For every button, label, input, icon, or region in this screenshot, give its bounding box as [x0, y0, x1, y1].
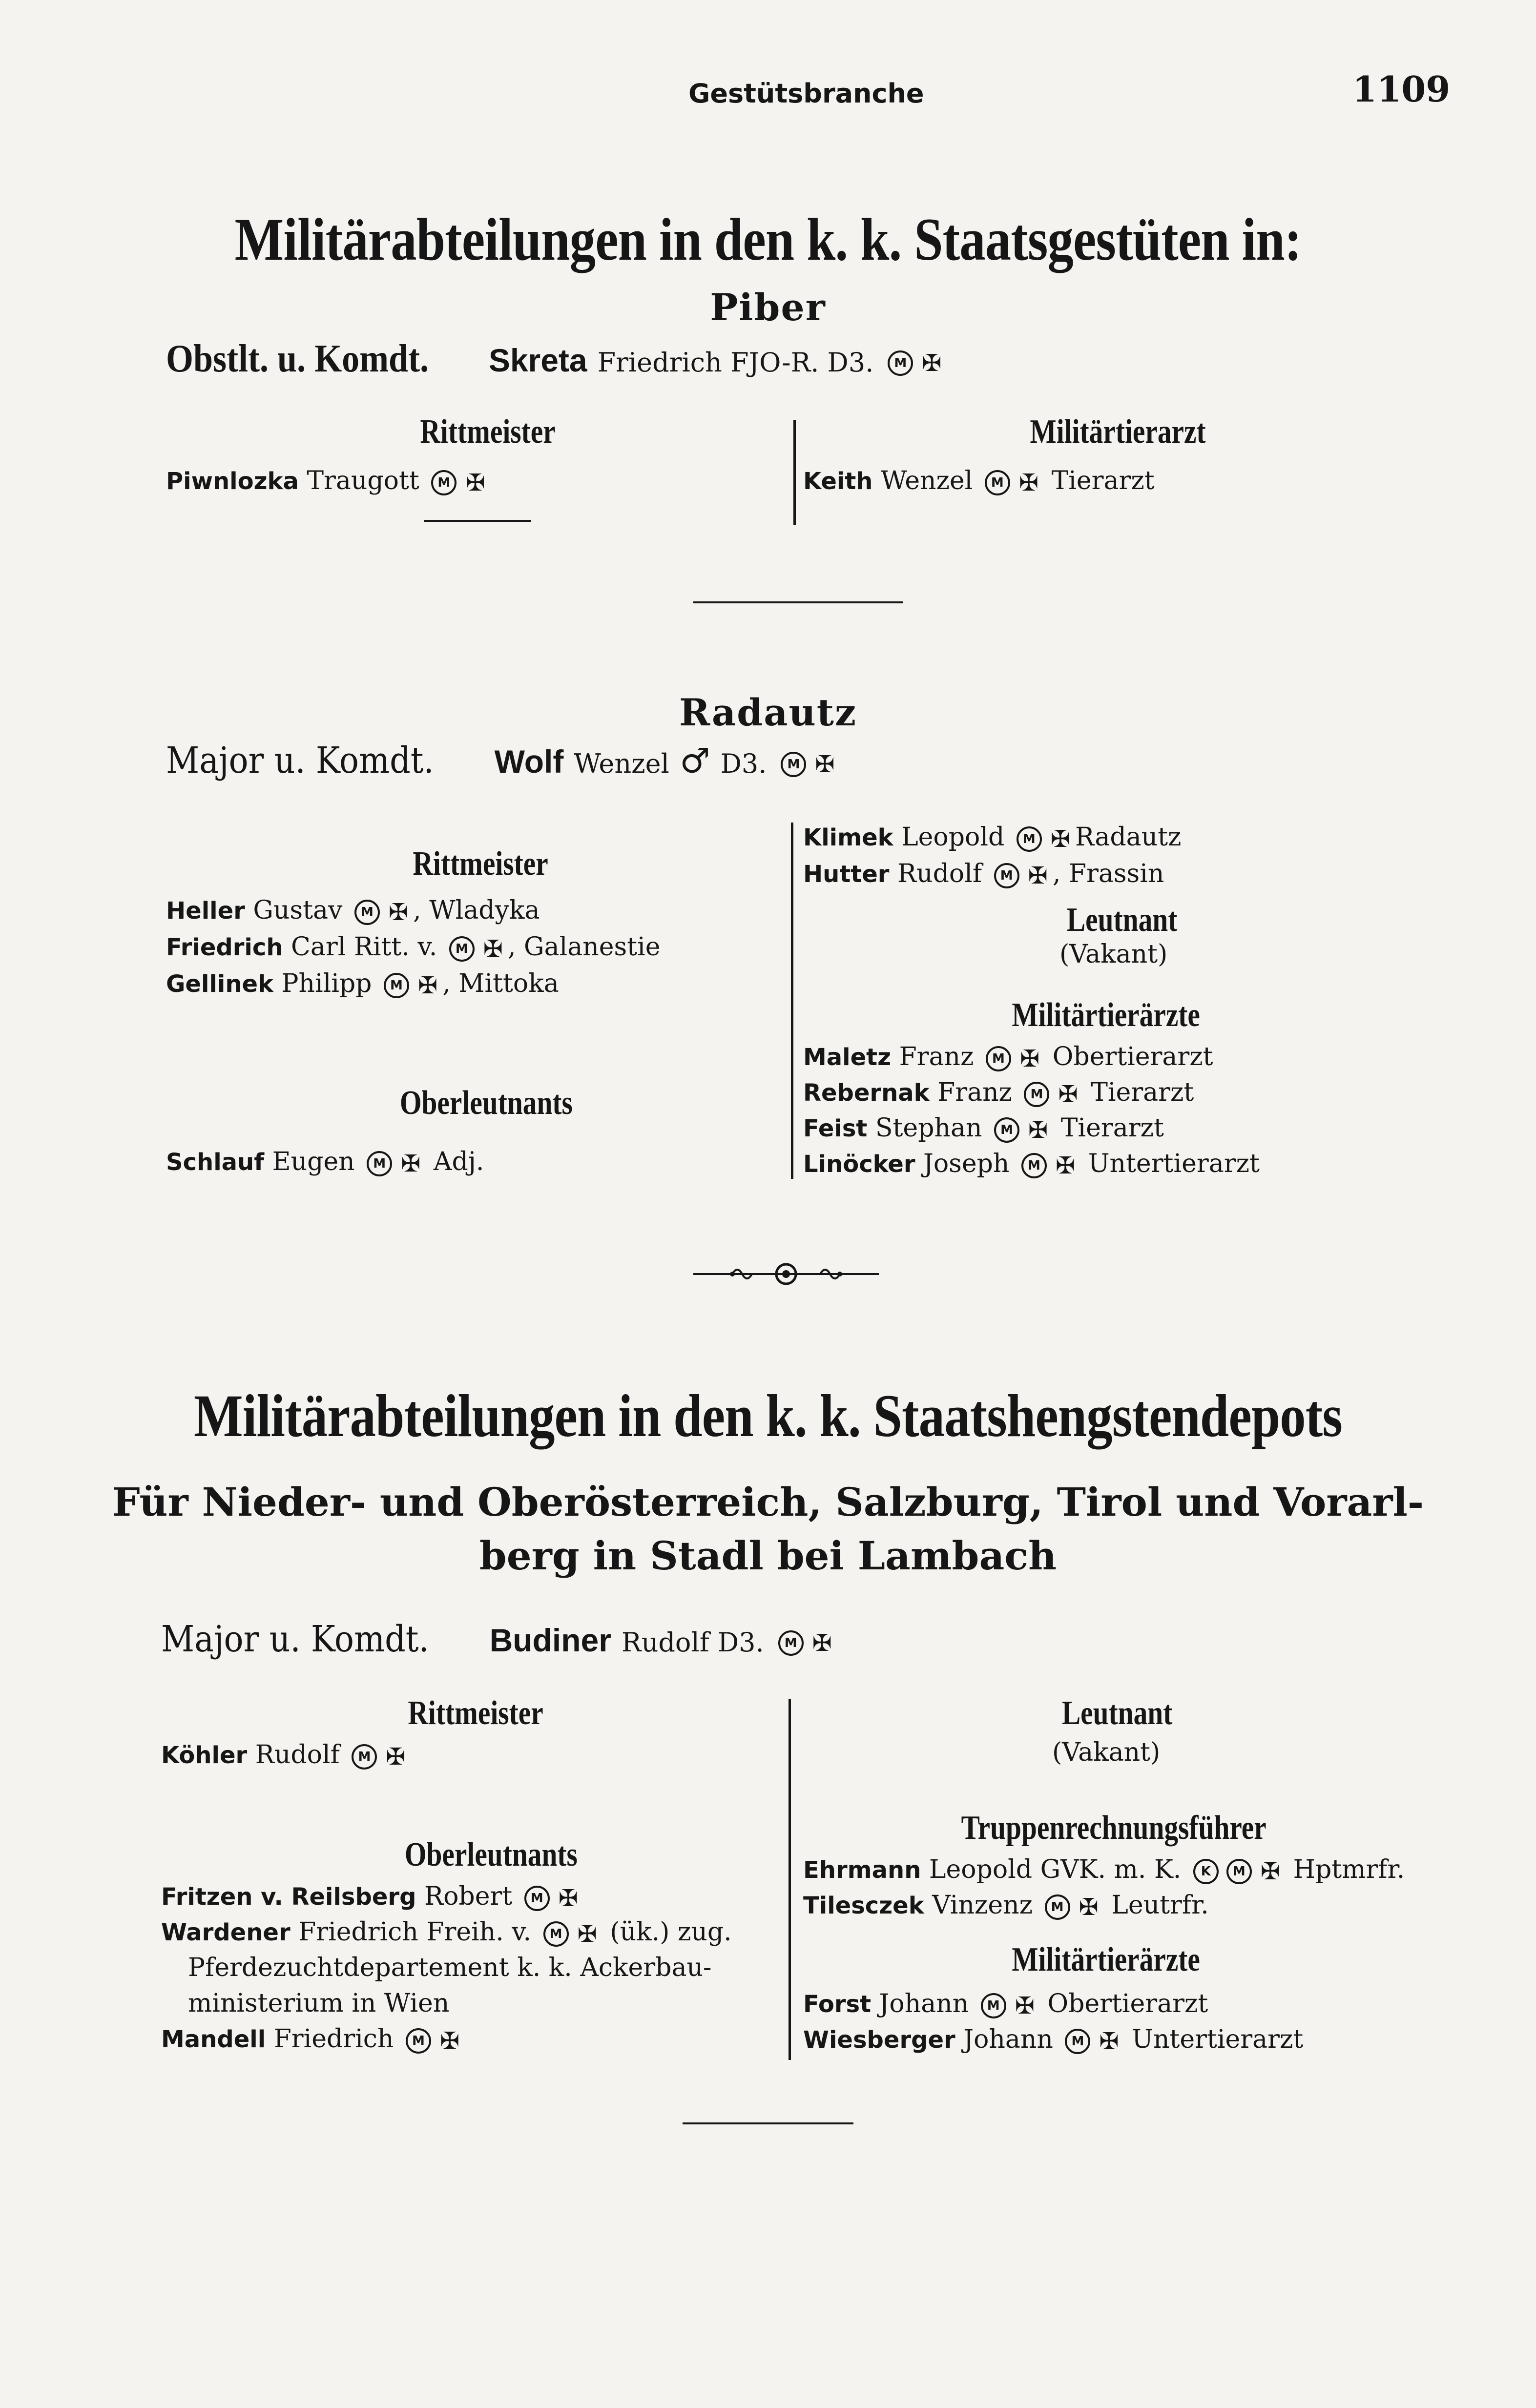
entry-surname: Klimek: [803, 824, 893, 851]
entry-suffix: Tierarzt: [1051, 466, 1155, 495]
entry-given: Robert: [424, 1882, 513, 1911]
radautz-vet-entry-4: [803, 1149, 1260, 1179]
cross-icon: ✠: [386, 1743, 406, 1770]
m-badge-icon: M: [431, 470, 457, 495]
section-rule: [693, 601, 903, 603]
entry-given: Friedrich: [273, 2024, 394, 2054]
m-badge-icon: M: [384, 973, 409, 998]
stadl-commander-rank: Major u. Komdt.: [161, 1618, 429, 1660]
entry-surname: Wardener: [161, 1919, 291, 1946]
section2-heading: Militärabteilungen in den k. k. Staatshengstendepots: [193, 1382, 1343, 1449]
cross-icon: ✠: [815, 751, 835, 778]
stadl-oberleutnant-title: Oberleutnants: [404, 1836, 578, 1873]
m-badge-icon: M: [449, 936, 475, 962]
radautz-right-entry-2: [803, 859, 1164, 889]
column-divider: [791, 823, 793, 1179]
entry-given: Philipp: [281, 969, 372, 998]
cross-icon: ✠: [1058, 1080, 1078, 1108]
cross-icon: ✠: [1028, 1116, 1048, 1144]
radautz-rittmeister-title: Rittmeister: [413, 845, 548, 883]
entry-given: Gustav: [253, 896, 343, 925]
entry-surname: Hutter: [803, 861, 890, 888]
cross-icon: ✠: [1099, 2027, 1119, 2055]
piber-commander: [166, 337, 947, 381]
radautz-vet-entry-3: [803, 1113, 1164, 1144]
piber-commander-surname: Skreta: [488, 342, 587, 378]
radautz-rittmeister-entry-1: [166, 896, 540, 926]
radautz-commander-rest: Wenzel: [574, 748, 669, 779]
stadl-rittmeister-entry: [161, 1740, 411, 1770]
stadl-oberleutnant-entry-1: [161, 1882, 583, 1912]
stadl-truppen-title: Truppenrechnungsführer: [961, 1809, 1266, 1847]
entry-given: Leopold GVK. m. K.: [929, 1855, 1182, 1884]
m-badge-icon: M: [1226, 1859, 1252, 1884]
m-badge-icon: M: [981, 1993, 1006, 2018]
stadl-oberleutnant-continuation-2: ministerium in Wien: [188, 1989, 450, 2018]
entry-suffix: Untertierarzt: [1132, 2025, 1304, 2054]
radautz-commander-suffix: D3.: [720, 748, 767, 779]
entry-given: Wenzel: [881, 466, 973, 495]
m-badge-icon: M: [888, 350, 913, 376]
entry-given: Johann: [963, 2025, 1053, 2054]
entry-given: Eugen: [272, 1147, 355, 1176]
m-badge-icon: M: [1021, 1153, 1047, 1178]
entry-suffix: Obertierarzt: [1052, 1042, 1213, 1071]
entry-suffix: Untertierarzt: [1088, 1149, 1260, 1178]
entry-suffix: Obertierarzt: [1047, 1989, 1208, 2018]
entry-suffix: (ük.) zug.: [610, 1917, 732, 1947]
m-badge-icon: M: [781, 752, 806, 777]
cross-icon: ✠: [1028, 862, 1048, 889]
piber-vet-entry: [803, 466, 1155, 496]
entry-surname: Piwnlozka: [166, 468, 299, 495]
entry-surname: Maletz: [803, 1044, 892, 1071]
entry-given: Joseph: [923, 1149, 1010, 1178]
entry-surname: Schlauf: [166, 1149, 265, 1176]
radautz-right-entry-1: [803, 823, 1181, 853]
entry-surname: Wiesberger: [803, 2026, 955, 2054]
k-badge-icon: K: [1193, 1859, 1219, 1884]
m-badge-icon: M: [994, 1117, 1019, 1143]
cross-icon: ✠: [1055, 1152, 1076, 1179]
radautz-oberleutnant-title: Oberleutnants: [399, 1084, 573, 1122]
m-badge-icon: M: [1065, 2029, 1090, 2054]
entry-given: Traugott: [307, 466, 419, 495]
radautz-commander-surname: Wolf: [494, 743, 564, 780]
cross-icon: ✠: [1019, 1045, 1040, 1072]
entry-given: Rudolf: [897, 859, 982, 888]
entry-suffix: , Mittoka: [442, 969, 559, 998]
cross-icon: ✠: [401, 1150, 421, 1177]
stadl-vet-title: Militärtierärzte: [1012, 1941, 1200, 1978]
entry-surname: Mandell: [161, 2026, 266, 2053]
stadl-leutnant-title: Leutnant: [1061, 1694, 1173, 1732]
cross-icon: ✠: [1018, 469, 1039, 496]
m-badge-icon: M: [778, 1630, 804, 1656]
m-badge-icon: M: [352, 1744, 377, 1770]
ornament-divider-icon: [688, 1259, 884, 1289]
cross-icon: ✠: [558, 1884, 578, 1912]
cross-icon: ✠: [1050, 825, 1070, 853]
stadl-leutnant-value: (Vakant): [1052, 1738, 1161, 1767]
section2-subheading-2: berg in Stadl bei Lambach: [479, 1533, 1057, 1579]
entry-surname: Friedrich: [166, 934, 283, 961]
entry-suffix: , Galanestie: [507, 932, 661, 962]
piber-heading: Piber: [710, 286, 826, 329]
stadl-truppen-entry-2: [803, 1891, 1209, 1921]
stadl-vet-entry-2: [803, 2025, 1303, 2055]
piber-rittmeister-title: Rittmeister: [420, 413, 556, 451]
entry-given: Leopold: [901, 823, 1005, 852]
entry-suffix: Radautz: [1075, 823, 1182, 852]
entry-given: Franz: [937, 1078, 1012, 1107]
m-badge-icon: M: [1045, 1894, 1070, 1920]
entry-surname: Feist: [803, 1115, 868, 1142]
cross-icon: ✠: [483, 935, 503, 963]
stadl-rittmeister-title: Rittmeister: [408, 1694, 543, 1732]
cross-icon: ✠: [465, 469, 485, 496]
cross-icon: ✠: [417, 971, 438, 999]
entry-suffix: , Wladyka: [413, 896, 540, 925]
entry-surname: Köhler: [161, 1742, 248, 1769]
cross-icon: ✠: [1079, 1893, 1099, 1921]
radautz-rittmeister-entry-2: [166, 932, 660, 963]
radautz-vet-entry-1: [803, 1042, 1213, 1072]
radautz-commander-rank: Major u. Komdt.: [166, 740, 434, 782]
radautz-leutnant-title: Leutnant: [1066, 901, 1178, 939]
entry-suffix: Leutrfr.: [1111, 1891, 1209, 1920]
entry-surname: Ehrmann: [803, 1856, 921, 1884]
stadl-commander: [161, 1618, 837, 1660]
stadl-oberleutnant-entry-3: [161, 2024, 464, 2055]
column-divider: [789, 1699, 791, 2060]
page-number: 1109: [1352, 68, 1451, 110]
entry-suffix: Adj.: [433, 1147, 484, 1176]
radautz-heading: Radautz: [679, 691, 857, 734]
piber-commander-rest: Friedrich FJO-R. D3.: [597, 347, 874, 378]
m-badge-icon: M: [1017, 826, 1042, 852]
male-symbol-icon: ♂: [679, 741, 710, 781]
stadl-oberleutnant-continuation-1: Pferdezuchtdepartement k. k. Ackerbau-: [188, 1953, 712, 1982]
entry-surname: Forst: [803, 1991, 872, 2018]
stadl-vet-entry-1: [803, 1989, 1208, 2019]
short-rule: [424, 520, 531, 522]
entry-given: Friedrich Freih. v.: [298, 1917, 532, 1947]
m-badge-icon: M: [524, 1886, 550, 1911]
end-rule: [683, 2122, 853, 2124]
stadl-commander-surname: Budiner: [489, 1622, 611, 1658]
entry-surname: Heller: [166, 897, 245, 925]
cross-icon: ✠: [812, 1629, 832, 1657]
entry-given: Rudolf: [255, 1740, 340, 1770]
entry-suffix: Tierarzt: [1091, 1078, 1194, 1107]
radautz-commander: [166, 740, 840, 782]
entry-surname: Linöcker: [803, 1151, 915, 1178]
entry-suffix: , Frassin: [1052, 859, 1164, 888]
cross-icon: ✠: [439, 2027, 460, 2055]
radautz-vet-title: Militärtierärzte: [1012, 996, 1200, 1034]
cross-icon: ✠: [1015, 1992, 1035, 2019]
section2-subheading-1: Für Nieder- und Oberösterreich, Salzburg, Tirol und Vorarl-: [112, 1479, 1424, 1525]
column-divider: [793, 420, 796, 525]
entry-surname: Fritzen v. Reilsberg: [161, 1883, 416, 1911]
cross-icon: ✠: [1260, 1857, 1281, 1885]
m-badge-icon: M: [367, 1151, 392, 1176]
radautz-rittmeister-entry-3: [166, 969, 559, 999]
stadl-commander-rest: Rudolf D3.: [621, 1627, 764, 1658]
radautz-vet-entry-2: [803, 1078, 1194, 1108]
m-badge-icon: M: [1024, 1082, 1049, 1107]
m-badge-icon: M: [354, 900, 380, 925]
cross-icon: ✠: [922, 350, 942, 377]
entry-suffix: Tierarzt: [1060, 1113, 1164, 1143]
entry-given: Carl Ritt. v.: [291, 932, 437, 962]
section1-heading: Militärabteilungen in den k. k. Staatsgestüten in:: [234, 206, 1302, 273]
m-badge-icon: M: [986, 1046, 1011, 1071]
piber-commander-rank: Obstlt. u. Komdt.: [166, 337, 429, 380]
stadl-truppen-entry-1: [803, 1855, 1405, 1885]
entry-given: Johann: [879, 1989, 969, 2018]
radautz-oberleutnant-entry: [166, 1147, 484, 1177]
m-badge-icon: M: [406, 2028, 431, 2054]
entry-given: Franz: [899, 1042, 974, 1071]
running-title: Gestütsbranche: [688, 78, 924, 109]
entry-suffix: Hptmrfr.: [1293, 1855, 1405, 1884]
m-badge-icon: M: [994, 863, 1019, 888]
radautz-leutnant-value: (Vakant): [1059, 940, 1168, 969]
entry-surname: Keith: [803, 468, 873, 495]
stadl-oberleutnant-entry-2: [161, 1917, 732, 1948]
piber-rittmeister-entry: [166, 466, 490, 496]
entry-given: Stephan: [875, 1113, 982, 1143]
piber-vet-title: Militärtierarzt: [1030, 413, 1206, 451]
cross-icon: ✠: [577, 1920, 597, 1948]
cross-icon: ✠: [388, 898, 409, 926]
entry-surname: Gellinek: [166, 970, 273, 998]
m-badge-icon: M: [985, 470, 1010, 495]
entry-given: Vinzenz: [932, 1891, 1033, 1920]
entry-surname: Tilesczek: [803, 1892, 924, 1919]
m-badge-icon: M: [543, 1921, 569, 1947]
entry-surname: Rebernak: [803, 1079, 930, 1107]
